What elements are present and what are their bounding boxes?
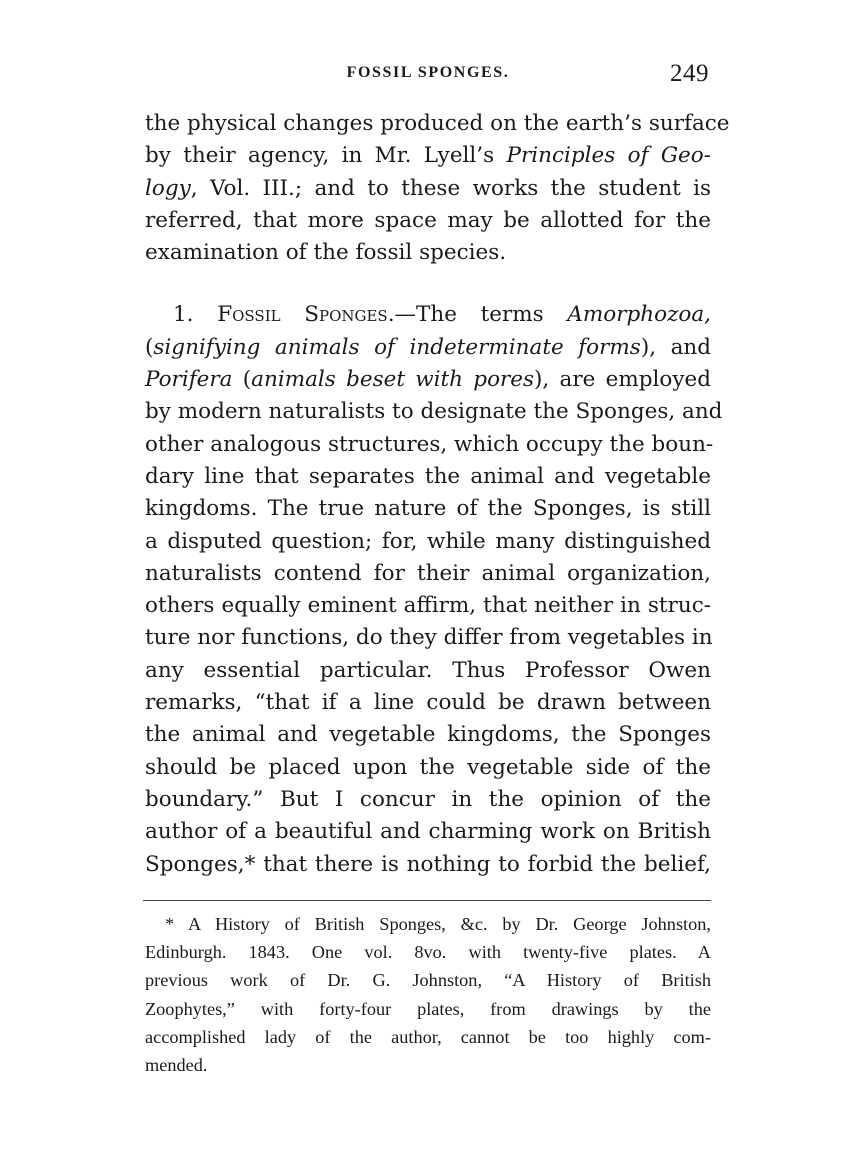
footnote-line: previous work of Dr. G. Johnston, “A History of British (145, 970, 711, 991)
text-run: ), and (640, 334, 712, 360)
text-line: dary line that separates the animal and vegetable (145, 463, 711, 489)
text-line: remarks, “that if a line could be drawn between (145, 690, 711, 716)
term-italic: signifying animals of indeterminate forms (153, 334, 641, 360)
text-line: the physical changes produced on the earth’s surface (145, 111, 730, 136)
text-run: , Vol. III.; and to these works the student is (190, 175, 711, 201)
text-run: ( (232, 367, 252, 393)
text-line: author of a beautiful and charming work on British (145, 819, 711, 845)
text-line (145, 299, 711, 331)
text-line (145, 364, 711, 396)
book-title-italic: logy (145, 175, 191, 201)
text-run: ( (145, 334, 154, 360)
text-line: the animal and vegetable kingdoms, the Sponges (145, 722, 711, 748)
text-line: referred, that more space may be allotted for the (145, 207, 711, 233)
text-line (145, 140, 711, 172)
text-line (145, 332, 711, 364)
text-line: any essential particular. Thus Professor Owen (145, 657, 711, 683)
text-line: others equally eminent affirm, that neither in struc- (145, 593, 711, 619)
text-run: by their agency, in Mr. Lyell’s (145, 143, 507, 169)
main-text (145, 108, 730, 881)
footnote-line: mended. (145, 1054, 208, 1075)
section-number: 1. (173, 302, 218, 328)
footnote-line: Zoophytes,” with forty-four plates, from drawings by the (145, 998, 711, 1019)
section-heading: Fossil Sponges. (217, 302, 395, 328)
paragraph-2 (145, 299, 723, 880)
text-line: a disputed question; for, while many distinguished (145, 528, 711, 554)
term-italic: animals beset with pores (251, 367, 535, 393)
text-line: by modern naturalists to designate the Sponges, and (145, 399, 723, 425)
running-title: FOSSIL SPONGES. (346, 64, 510, 81)
text-line: naturalists contend for their animal organization, (145, 560, 711, 586)
text-line: ture nor functions, do they differ from vegetables in (145, 625, 713, 651)
footnote-line: accomplished lady of the author, cannot be too highly com- (145, 1026, 711, 1047)
footnote-line: * A History of British Sponges, &c. by Dr. George Johnston, (165, 914, 711, 934)
text-line: Sponges,* that there is nothing to forbid the belief, (145, 851, 711, 877)
page-number: 249 (670, 60, 709, 87)
text-line: kingdoms. The true nature of the Sponges, is still (145, 496, 711, 522)
footnote-line: Edinburgh. 1843. One vol. 8vo. with twenty-five plates. A (145, 942, 711, 963)
footnote-rule (143, 900, 711, 901)
paragraph-gap (145, 269, 711, 299)
text-line: should be placed upon the vegetable side of the (145, 754, 711, 780)
term-italic: Amorphozoa, (567, 302, 711, 328)
text-run: —The terms (394, 302, 568, 328)
footnote (145, 910, 711, 1079)
paragraph-1 (145, 108, 730, 269)
text-run: ), are employed (534, 367, 711, 393)
text-line: other analogous structures, which occupy the boun- (145, 431, 714, 457)
text-line: examination of the fossil species. (145, 240, 507, 266)
text-line: boundary.” But I concur in the opinion of the (145, 786, 711, 812)
page-header (145, 60, 711, 94)
text-line (145, 173, 711, 205)
book-title-italic: Principles of Geo- (506, 143, 711, 169)
term-italic: Porifera (145, 367, 233, 393)
